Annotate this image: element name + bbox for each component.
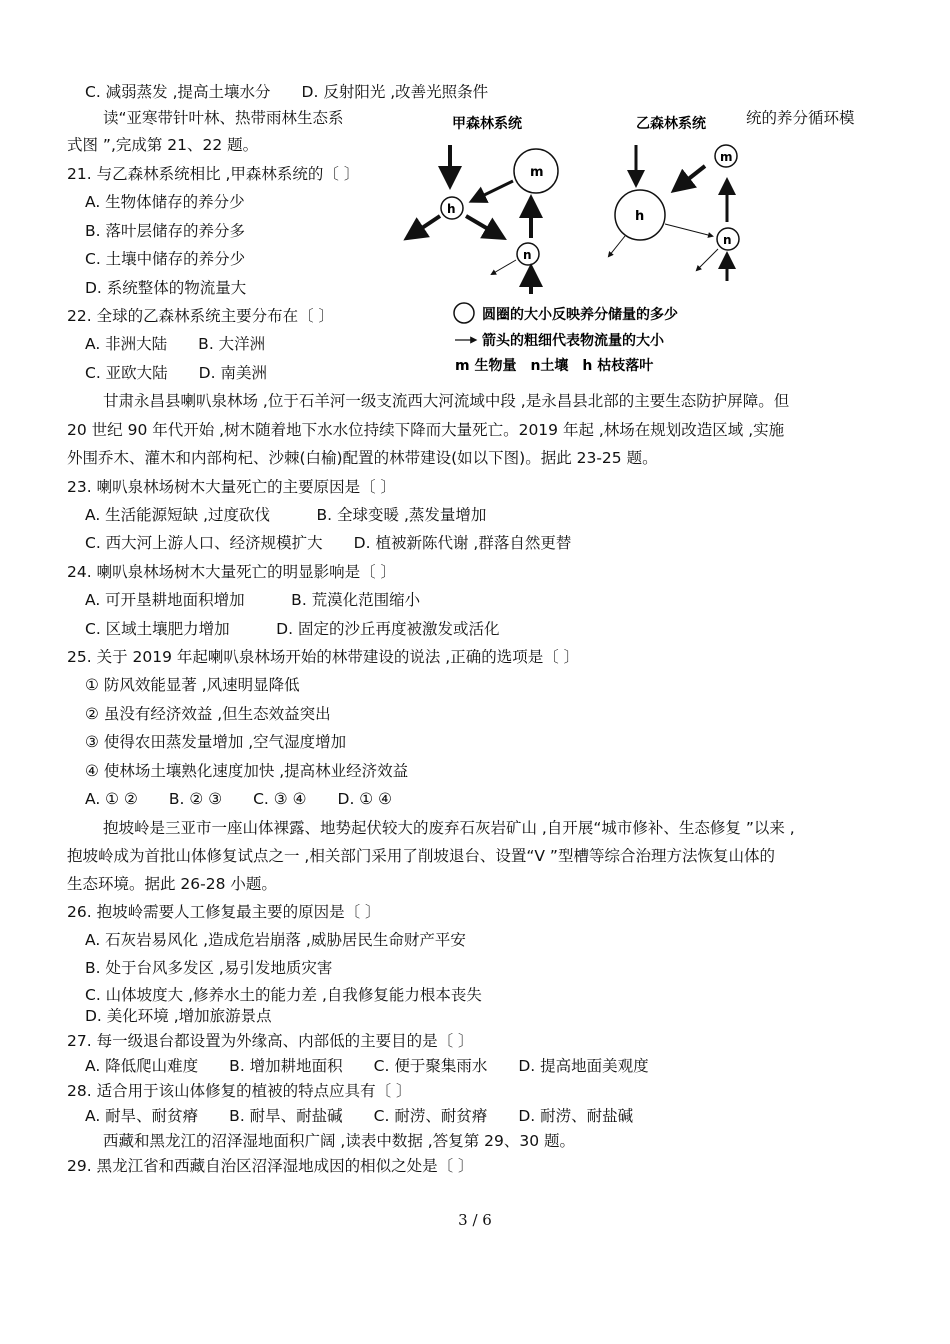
passage-4: 西藏和黑龙江的沼泽湿地面积广阔 ,读表中数据 ,答复第 29、30 题。 <box>103 1132 576 1150</box>
line-04: 式图 ”,完成第 21、22 题。 <box>67 136 259 154</box>
q22-options-ab: A. 非洲大陆 B. 大洋洲 <box>85 335 266 353</box>
q21-option-d: D. 系统整体的物流量大 <box>85 279 247 297</box>
passage-2-line-3: 外围乔木、灌木和内部枸杞、沙棘(白榆)配置的林带建设(如以下图)。据此 23-25 题。 <box>67 449 658 467</box>
q24-options-ab: A. 可开垦耕地面积增加 B. 荒漠化范围缩小 <box>85 591 421 609</box>
page-number: 3 / 6 <box>458 1211 492 1229</box>
right-node-m-label: m <box>720 150 733 164</box>
question-21: 21. 与乙森林系统相比 ,甲森林系统的〔 〕 <box>67 165 360 183</box>
right-system-diagram <box>609 145 739 281</box>
q25-statement-4: ④ 使林场土壤熟化速度加快 ,提高林业经济效益 <box>85 762 409 780</box>
legend-keys-text: m 生物量 n土壤 h 枯枝落叶 <box>455 358 654 374</box>
legend-circle-icon <box>454 303 474 323</box>
q26-option-c: C. 山体坡度大 ,修养水土的能力差 ,自我修复能力根本丧失 <box>85 986 482 1004</box>
passage-3-line-3: 生态环境。据此 26-28 小题。 <box>67 875 277 893</box>
nutrient-cycle-figure <box>400 108 745 383</box>
line-01: C. 减弱蒸发 ,提高土壤水分 D. 反射阳光 ,改善光照条件 <box>85 83 489 101</box>
q28-options: A. 耐旱、耐贫瘠 B. 耐旱、耐盐碱 C. 耐涝、耐贫瘠 D. 耐涝、耐盐碱 <box>85 1107 634 1125</box>
passage-3-line-2: 抱坡岭成为首批山体修复试点之一 ,相关部门采用了削坡退台、设置“V ”型槽等综合治理方法恢复山体的 <box>67 847 775 865</box>
question-29: 29. 黑龙江省和西藏自治区沼泽湿地成因的相似之处是〔 〕 <box>67 1157 474 1175</box>
line-03: 统的养分循环模 <box>746 109 855 127</box>
left-system-diagram <box>410 145 558 294</box>
question-23: 23. 喇叭泉林场树木大量死亡的主要原因是〔 〕 <box>67 478 397 496</box>
q26-option-a: A. 石灰岩易风化 ,造成危岩崩落 ,威胁居民生命财产平安 <box>85 931 466 949</box>
passage-2-line-2: 20 世纪 90 年代开始 ,树木随着地下水水位持续下降而大量死亡。2019 年起 ,林场在规划改造区域 ,实施 <box>67 421 785 439</box>
q24-options-cd: C. 区域土壤肥力增加 D. 固定的沙丘再度被激发或活化 <box>85 620 500 638</box>
q25-statement-1: ① 防风效能显著 ,风速明显降低 <box>85 676 300 694</box>
passage-2-line-1: 甘肃永昌县喇叭泉林场 ,位于石羊河一级支流西大河流域中段 ,是永昌县北部的主要生态防护屏障。但 <box>103 392 790 410</box>
question-27: 27. 每一级退台都设置为外缘高、内部低的主要目的是〔 〕 <box>67 1032 474 1050</box>
left-node-h-label: h <box>447 202 456 216</box>
q23-options-cd: C. 西大河上游人口、经济规模扩大 D. 植被新陈代谢 ,群落自然更替 <box>85 534 572 552</box>
figure-title-right: 乙森林系统 <box>636 116 706 132</box>
q25-statement-3: ③ 使得农田蒸发量增加 ,空气湿度增加 <box>85 733 347 751</box>
q22-options-cd: C. 亚欧大陆 D. 南美洲 <box>85 364 267 382</box>
question-26: 26. 抱坡岭需要人工修复最主要的原因是〔 〕 <box>67 903 381 921</box>
left-node-n-label: n <box>523 248 532 262</box>
q26-option-d: D. 美化环境 ,增加旅游景点 <box>85 1007 272 1025</box>
q23-options-ab: A. 生活能源短缺 ,过度砍伐 B. 全球变暖 ,蒸发量增加 <box>85 506 487 524</box>
legend-arrow-text: 箭头的粗细代表物流量的大小 <box>482 333 664 349</box>
question-25: 25. 关于 2019 年起喇叭泉林场开始的林带建设的说法 ,正确的选项是〔 〕 <box>67 648 580 666</box>
q21-option-c: C. 土壤中储存的养分少 <box>85 250 246 268</box>
legend-circle-text: 圆圈的大小反映养分储量的多少 <box>482 307 678 323</box>
right-node-n-label: n <box>723 233 732 247</box>
question-28: 28. 适合用于该山体修复的植被的特点应具有〔 〕 <box>67 1082 412 1100</box>
q25-options: A. ① ② B. ② ③ C. ③ ④ D. ① ④ <box>85 790 393 808</box>
figure-title-left: 甲森林系统 <box>452 116 522 132</box>
left-node-m-label: m <box>530 165 544 180</box>
question-22: 22. 全球的乙森林系统主要分布在〔 〕 <box>67 307 335 325</box>
question-24: 24. 喇叭泉林场树木大量死亡的明显影响是〔 〕 <box>67 563 397 581</box>
q21-option-b: B. 落叶层储存的养分多 <box>85 222 245 240</box>
right-node-h-label: h <box>635 209 645 224</box>
line-02: 读“亚寒带针叶林、热带雨林生态系 <box>103 109 344 127</box>
q25-statement-2: ② 虽没有经济效益 ,但生态效益突出 <box>85 705 331 723</box>
q27-options: A. 降低爬山难度 B. 增加耕地面积 C. 便于聚集雨水 D. 提高地面美观度 <box>85 1057 649 1075</box>
q21-option-a: A. 生物体储存的养分少 <box>85 193 245 211</box>
q26-option-b: B. 处于台风多发区 ,易引发地质灾害 <box>85 959 333 977</box>
passage-3-line-1: 抱坡岭是三亚市一座山体裸露、地势起伏较大的废弃石灰岩矿山 ,自开展“城市修补、生态修复 ”以来 , <box>103 819 795 837</box>
figure-legend <box>454 303 678 374</box>
